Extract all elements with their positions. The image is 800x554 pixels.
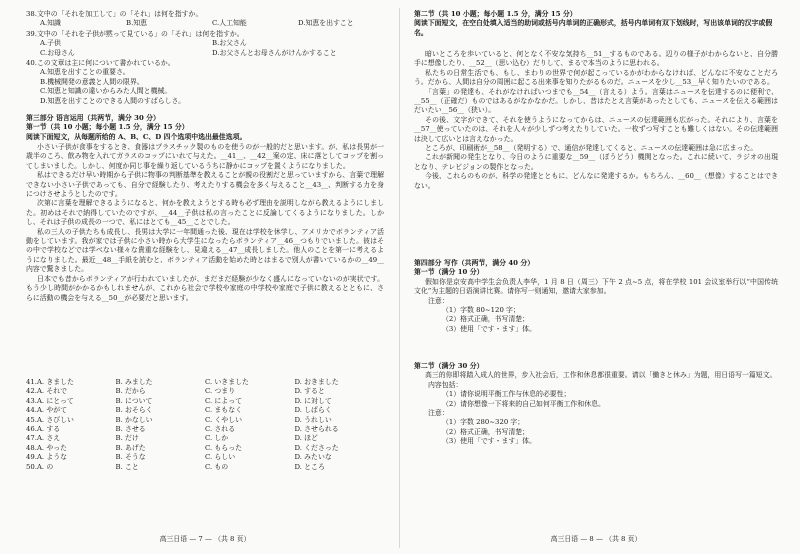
choice-b: B. そうな xyxy=(115,453,146,462)
option-b: B.お父さん xyxy=(212,39,247,48)
choice-c: C. もらった xyxy=(205,443,242,452)
note-item: （1）字数 80~120 字； xyxy=(442,306,520,315)
section-title: 第一节（满分 10 分） xyxy=(414,268,484,277)
section-title: 第二节（满分 30 分） xyxy=(414,362,484,370)
choice-row-43 xyxy=(26,397,384,406)
choice-b: B. かなしい xyxy=(115,415,153,424)
options-row xyxy=(26,39,384,48)
choice-row-50 xyxy=(26,463,384,472)
choice-c: C. によって xyxy=(205,396,242,405)
question-stem: 38.文中の「それを加工して」の「それ」は何を指すか。 xyxy=(26,10,203,18)
note-label: 注意： xyxy=(428,296,449,305)
section2-heading xyxy=(414,10,778,38)
passage-paragraph: 日本でも昔からボランティアが行われていましたが、まだまだ経験が少なく盛んになっていないのが実状です。もう少し時間がかかるかもしれませんが、これから社会で学校や家庭の中学校や家庭で子供に教えるとともに、さらに活動の機会を与える__50__が必要だと思います。 xyxy=(26,274,384,302)
part3-heading xyxy=(26,114,384,142)
instructions: 阅读下面短文，从每题所给的 A、B、C、D 四个选项中选出最佳选项。 xyxy=(26,132,247,141)
note-item: （3）使用「です・ます」体。 xyxy=(442,324,536,333)
note-label: 注意： xyxy=(428,409,449,418)
question-stem: 39.文中の「それを子供が黙って見ている」の「それ」は何を指すか。 xyxy=(26,30,244,38)
question-39 xyxy=(26,30,384,58)
option-a: A.子供 xyxy=(40,39,61,48)
choice-c: C. くやしい xyxy=(205,415,242,424)
passage-paragraph: 私の三人の子供たちも成長し、長男は大学に一年間通った後、現在は学校を休学し、アメリカでボランティア活動をしています。我が家では子供に小さい時から大学生になったらボランティア__46__つもりでいました。彼はその中で学校などでは学べない様々な貴重な経験をし、見違える__47__成長しました。他人のことを第一に考えるようになりました。最近__48__手紙を読むと、ボランティア活動を始めた時とはまるで別人が書いているかの__49__内容で驚きました。 xyxy=(26,227,384,274)
right-page xyxy=(414,0,778,554)
option-c: C.人工知能 xyxy=(212,19,247,28)
choice-a: 44.A. やがて xyxy=(26,406,67,415)
choice-a: 47.A. さえ xyxy=(26,434,61,443)
passage-paragraph: 暗いところを歩いていると、何となく不安な気持ち__51__するものである。辺りの様子がわからないと、自分勝手に想像したり、__52__（思い込む）だりして、まるで本当のように思われる。 xyxy=(414,50,778,68)
choice-a: 45.A. さびしい xyxy=(26,415,74,424)
choice-b: B. させる xyxy=(115,425,146,434)
choice-a: 41.A. きました xyxy=(26,378,74,386)
choice-c: C. つまり xyxy=(205,387,236,396)
option-b: B.機械開発の意義と人間の限界。 xyxy=(40,77,144,86)
choice-d: D. くださった xyxy=(294,443,339,452)
choice-a: 42.A. それで xyxy=(26,387,67,396)
page-divider xyxy=(399,8,400,548)
choice-a: 46.A. する xyxy=(26,425,61,434)
choice-a: 43.A. にとって xyxy=(26,396,74,405)
options-row xyxy=(26,49,384,58)
choice-row-46 xyxy=(26,425,384,434)
choice-c: C. いきました xyxy=(205,378,249,386)
passage-paragraph: 私はできるだけ早い時期から子供に物事の判断基準を教えることが親の役割だと思っていますから、言葉で理解できない小さい子供であっても、自分で経験したり、考えたりする機会を多く与えること__43__、判断する力を身につけさせようとしたのです。 xyxy=(26,171,384,199)
passage-paragraph: 私たちの日常生活でも、もし、まわりの世界で何が起こっているかがわからなければ、どんなに不安なことだろう。だから、人間は自分の周囲に起こる出来事を知りたがるものだ。ニュースを少し__53__早く知りたいのである。 xyxy=(414,68,778,87)
part-title: 第三部分 语言运用（共两节，满分 30 分） xyxy=(26,114,160,122)
option-b: B.知恵 xyxy=(126,19,148,28)
choice-b: B. みました xyxy=(115,378,153,386)
left-page xyxy=(26,0,384,554)
choices-table xyxy=(26,378,384,472)
choice-b: B. こと xyxy=(115,462,139,471)
option-d: D.知恵を出すこと xyxy=(298,19,354,28)
cloze-passage xyxy=(26,143,384,303)
passage-paragraph: 小さい子供が食事をするとき、食器はプラスチック製のものを使うのが一般的だと思います。が、私は長男が一歳半のころ、飲み物を入れてガラスのコップにいれて与えた。__41__、__42__案の定、床に落としてコップを割ってしまいました。しかし、何度か同じ事を繰り返しているうちに静かにコップを置くようになりました。 xyxy=(26,143,384,170)
choice-row-49 xyxy=(26,453,384,462)
choice-b: B. だから xyxy=(115,387,146,396)
option-a: A.知識 xyxy=(40,19,61,28)
passage-paragraph: ところが、印刷術が__58__（発明する）で、通信が発達してくると、ニュースの伝達範囲は急に広まった。 xyxy=(425,144,758,153)
choice-b: B. について xyxy=(115,396,153,405)
note-item: （3）使用「です・ます」体。 xyxy=(442,437,536,446)
choice-row-42 xyxy=(26,387,384,396)
choice-c: C. もの xyxy=(205,462,229,471)
choice-b: B. おそらく xyxy=(115,406,153,415)
passage-paragraph: 「言葉」の発達も、それがなければいつまでも__54__（言える）よう。言葉はニュースを伝達するのに便利で、__55__（正確だ）ものではあるがなかなかだ。しかし、昔はたとえ言葉があったとしても、ニュースを伝える範囲はだいたい__56__（狭い）。 xyxy=(414,87,778,115)
choice-row-48 xyxy=(26,444,384,453)
fill-in-passage xyxy=(414,50,778,191)
note-item: （2）格式正确，书写清楚； xyxy=(442,427,530,436)
option-c: C.知恵と知識の違いからみた人間と機械。 xyxy=(40,87,172,96)
content-item: （2）请你想像一下将来的自己如何平衡工作和休息。 xyxy=(442,399,605,408)
choice-c: C. らしい xyxy=(205,453,236,462)
choice-c: C. される xyxy=(205,425,236,434)
task-text: 高三的你即将踏入成人的世界，步入社会后，工作和休息都很重要。请以「働きと休み」为题，用日语写一篇短文。 xyxy=(425,371,777,380)
part-title: 第四部分 写作（共两节，满分 40 分） xyxy=(414,259,535,267)
choice-row-47 xyxy=(26,434,384,443)
choice-b: B. だけ xyxy=(115,434,139,443)
choice-d: D. おきました xyxy=(294,378,339,386)
passage-paragraph: その後、文字ができて、それを使うようになってからは、ニュースの伝達範囲も広がった。それにより、言葉を__57__使っていたのは、それを人々が少しずつ考えたりしていた。一枚ずつ写すことも難しくはない。その伝達範囲は決して広いとは言えなかった。 xyxy=(414,115,778,143)
section-title: 第二节（共 10 小题；每小题 1.5 分，满分 15 分） xyxy=(414,10,577,18)
choice-d: D. みたいな xyxy=(294,453,332,462)
choice-d: D. に対して xyxy=(294,396,332,405)
note-item: （2）格式正确，书写清楚； xyxy=(442,315,530,324)
passage-paragraph: 今後、これらのものが、科学の発達とともに、どんなに発達するか。もちろん、__60__（想像）することはできない。 xyxy=(414,172,778,190)
choice-d: D. しばらく xyxy=(294,406,332,415)
question-stem: 40.この文章は主に何について書かれているか。 xyxy=(26,59,175,67)
section-title: 第一节（共 10 小题；每小题 1.5 分，满分 15 分） xyxy=(26,123,189,132)
choice-a: 48.A. やった xyxy=(26,443,67,452)
choice-d: D. うれしい xyxy=(294,415,332,424)
page-footer: 高三日语 — 7 — （共 8 页） xyxy=(159,534,251,543)
choice-d: D. ところ xyxy=(294,462,325,471)
choice-d: D. すると xyxy=(294,387,325,396)
option-d: D.知恵を出すことのできる人間のすばらしさ。 xyxy=(40,96,186,105)
content-label: 内容包括： xyxy=(428,380,463,389)
note-item: （1）字数 280~320 字； xyxy=(442,418,525,427)
passage-paragraph: 次第に言葉を理解できるようになると、何かを教えようとする時も必ず理由を説明しながら教えるようにしました。初めはそれで納得していたのですが、__44__子供は私の言ったことに反論してくるようになりました。しかし、それは子供の成長の一つで、私にはとても__45__ことでした。 xyxy=(26,199,384,227)
option-a: A.知恵を出すことの重要さ。 xyxy=(40,68,130,77)
passage-paragraph: これが新聞の発生となり、今日のように重要な__59__（ぼうどう）機関となった。これに続いて、ラジオの出現となり、テレビジョンの製作となった。 xyxy=(414,153,778,171)
choice-d: D. ほど xyxy=(294,434,318,443)
choice-row-45 xyxy=(26,416,384,425)
page-footer: 高三日语 — 8 — （共 8 页） xyxy=(550,534,642,543)
question-38 xyxy=(26,10,384,29)
choice-row-41 xyxy=(26,378,384,387)
choice-c: C. まもなく xyxy=(205,406,242,415)
task-text: 假如你是京安高中学生会负责人李华，1 月 8 日（周三）下午 2 点~5 点，将在学校 101 会议室举行以“中国传统文化”为主题的日语演讲比赛。请你写一则通知，邀请大家参加。 xyxy=(414,277,778,296)
instructions: 阅读下面短文，在空白处填入适当的助词或括号内单词的正确形式，括号内单词有双下划线时，写出该单词的汉字或假名。 xyxy=(414,19,773,37)
choice-a: 50.A. の xyxy=(26,462,54,471)
option-c: C.お母さん xyxy=(40,48,75,57)
options-row xyxy=(26,19,384,28)
choice-a: 49.A. ような xyxy=(26,453,67,462)
writing-section-2 xyxy=(414,362,778,447)
choice-row-44 xyxy=(26,406,384,415)
choice-d: D. させられる xyxy=(294,425,339,434)
writing-section-1 xyxy=(414,259,778,334)
choice-c: C. しか xyxy=(205,434,229,443)
content-item: （1）请你说明平衡工作与休息的必要性； xyxy=(442,390,571,399)
choice-b: B. あげた xyxy=(115,443,146,452)
question-40 xyxy=(26,59,384,106)
option-d: D.お父さんとお母さんがけんかすること xyxy=(212,48,337,57)
